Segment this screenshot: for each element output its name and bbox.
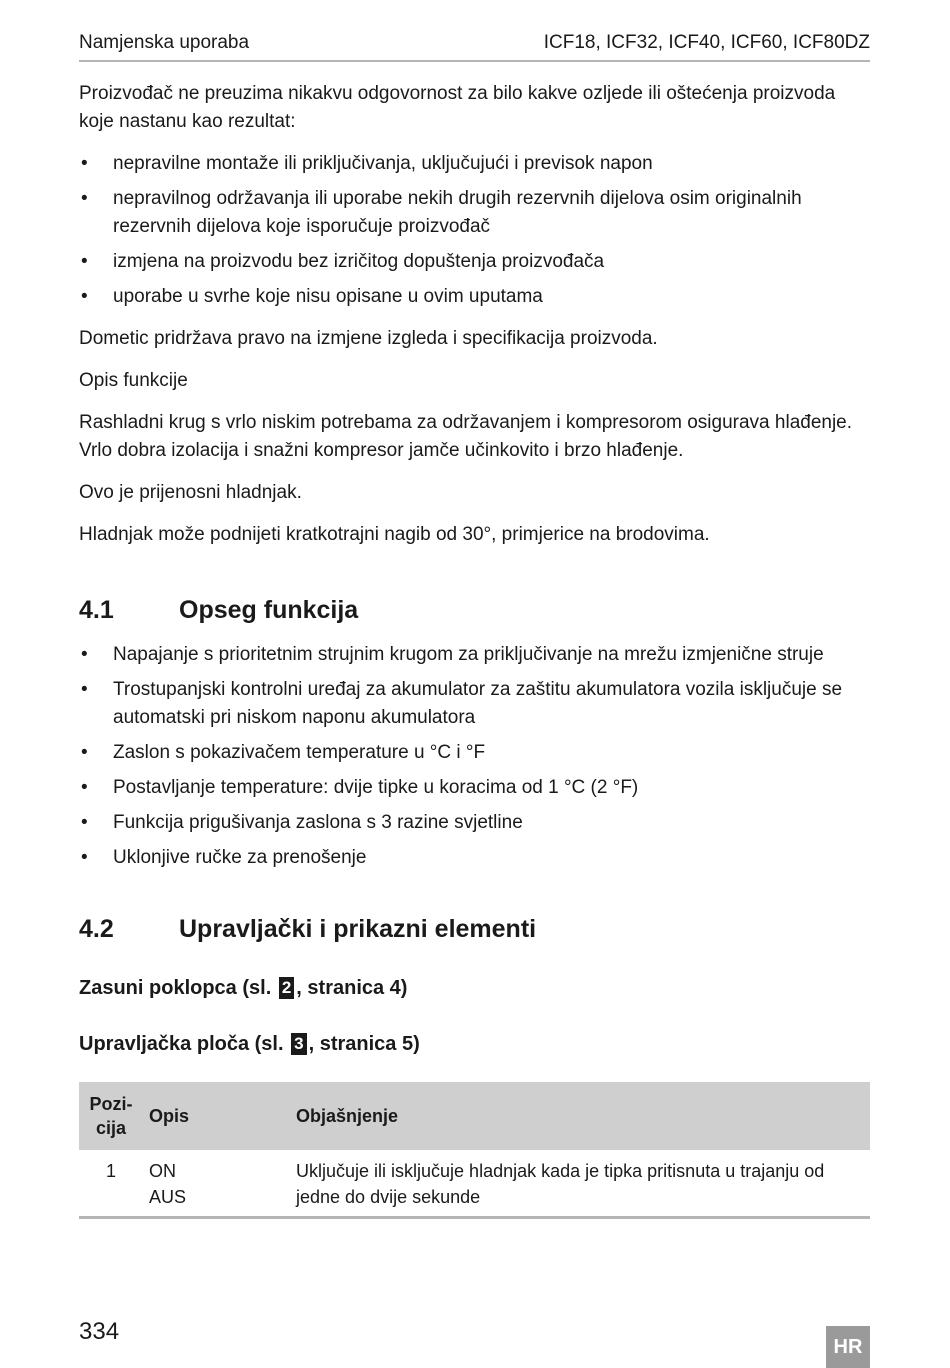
cell-position: 1: [79, 1150, 143, 1218]
section-4-2-heading: 4.2 Upravljački i prikazni elementi: [79, 915, 537, 943]
col-description-header: Opis: [143, 1082, 290, 1150]
cooling-paragraph: Rashladni krug s vrlo niskim potrebama za održavanjem i kompresorom osigurava hlađenje. Vrlo dobra izolacija i snažni kompresor jamče učinkovito i brzo hlađenje.: [79, 412, 853, 461]
col-position-header: Pozi- cija: [79, 1082, 143, 1150]
cell-explanation: Uključuje ili isključuje hladnjak kada je tipka pritisnuta u trajanju od jedne do dvije sekunde: [290, 1150, 870, 1218]
list-item: • Napajanje s prioritetnim strujnim krugom za priključivanje na mrežu izmjenične struje: [81, 644, 824, 665]
list-item: • uporabe u svrhe koje nisu opisane u ovim uputama: [81, 286, 543, 307]
list-item: • izmjena na proizvodu bez izričitog dopuštenja proizvođača: [81, 251, 605, 272]
liability-list: [79, 150, 870, 311]
portable-paragraph: Ovo je prijenosni hladnjak.: [79, 482, 302, 503]
list-item: • Postavljanje temperature: dvije tipke u koracima od 1 °C (2 °F): [81, 777, 639, 798]
page-body: [79, 80, 870, 1219]
figure-ref-badge: 2: [279, 977, 294, 999]
liability-paragraph: Proizvođač ne preuzima nikakvu odgovornost za bilo kakve ozljede ili oštećenja proizvoda koje nastanu kao rezultat:: [79, 83, 836, 132]
tilt-paragraph: Hladnjak može podnijeti kratkotrajni nagib od 30°, primjerice na brodovima.: [79, 524, 710, 545]
control-panel-subheading: Upravljačka ploča (sl. 3 , stranica 5): [79, 1033, 420, 1055]
page-number: 334: [79, 1318, 120, 1345]
list-item: • nepravilnog održavanja ili uporabe nekih drugih rezervnih dijelova osim originalnih rezervnih dijelova koje isporučuje proizvođač: [81, 188, 802, 237]
table-row: [79, 1150, 870, 1218]
figure-ref-badge: 3: [291, 1033, 306, 1055]
language-badge: HR: [826, 1326, 870, 1368]
features-list: [79, 641, 870, 872]
list-item: • Funkcija prigušivanja zaslona s 3 razine svjetline: [81, 812, 523, 833]
cell-description: ON AUS: [143, 1150, 290, 1218]
list-item: • nepravilne montaže ili priključivanja, uključujući i previsok napon: [81, 153, 653, 174]
header-model-list: ICF18, ICF32, ICF40, ICF60, ICF80DZ: [543, 32, 870, 53]
table-header-row: [79, 1082, 870, 1150]
list-item: • Zaslon s pokazivačem temperature u °C i °F: [81, 742, 486, 763]
list-item: • Trostupanjski kontrolni uređaj za akumulator za zaštitu akumulatora vozila isključuje se automatski pri niskom naponu akumulatora: [81, 679, 843, 728]
list-item: • Uklonjive ručke za prenošenje: [81, 847, 367, 868]
header-section-title: Namjenska uporaba: [79, 32, 250, 53]
section-4-1-heading: 4.1 Opseg funkcija: [79, 596, 359, 624]
function-description-label: Opis funkcije: [79, 370, 188, 391]
col-explanation-header: Objašnjenje: [290, 1082, 870, 1150]
rights-paragraph: Dometic pridržava pravo na izmjene izgleda i specifikacija proizvoda.: [79, 328, 658, 349]
page-header: [79, 30, 870, 62]
controls-table: [79, 1082, 870, 1219]
lid-latches-subheading: Zasuni poklopca (sl. 2 , stranica 4): [79, 977, 408, 999]
